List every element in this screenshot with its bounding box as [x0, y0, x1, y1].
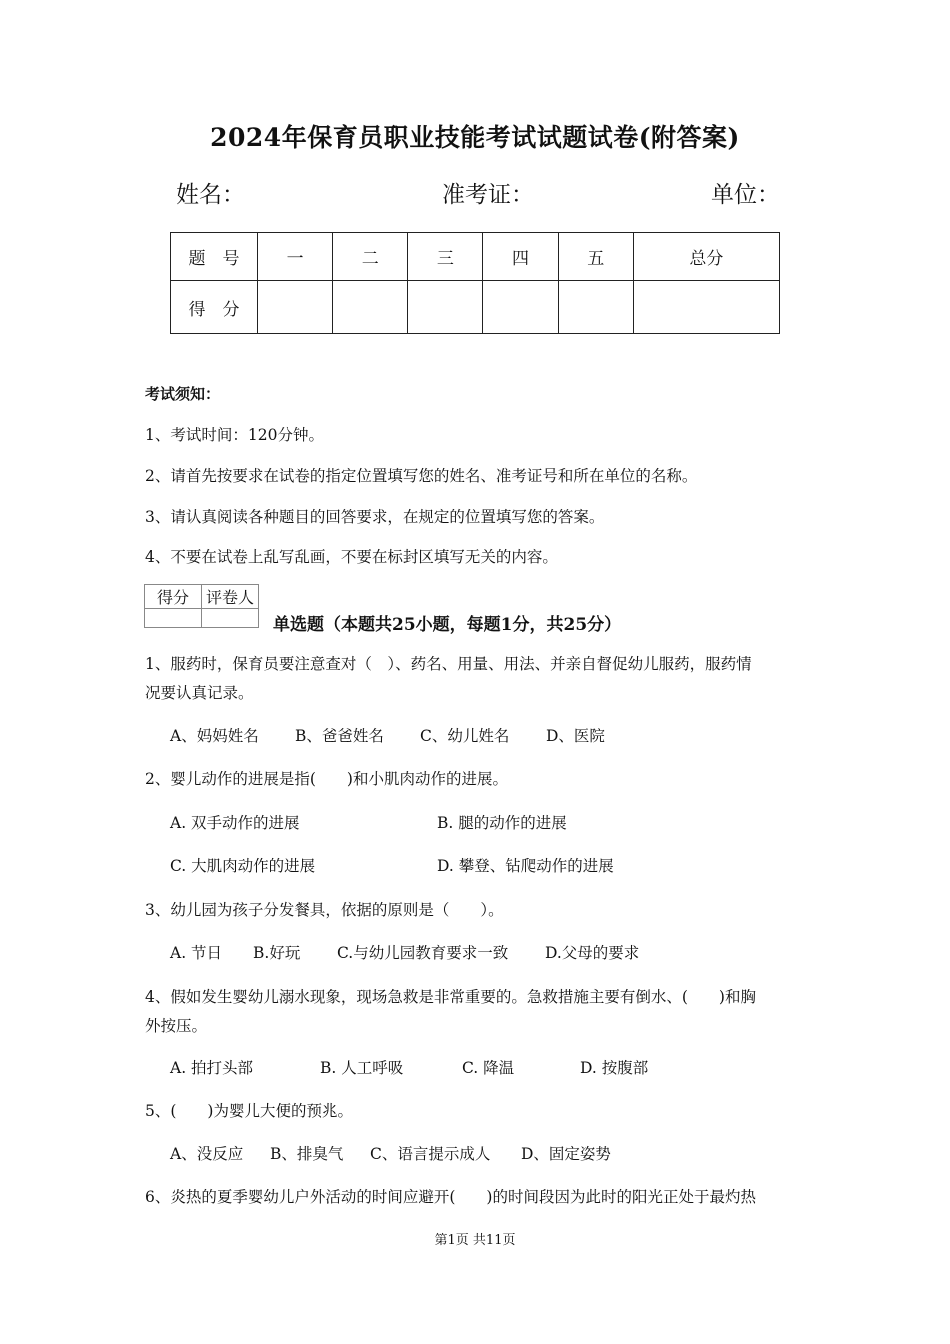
question-6-stem: 6、炎热的夏季婴幼儿户外活动的时间应避开( )的时间段因为此时的阳光正处于最灼热 [145, 1188, 756, 1206]
page-title: 2024年保育员职业技能考试试题试卷(附答案) [210, 123, 740, 152]
score-table-header-row [171, 233, 780, 281]
question-5-stem: 5、( )为婴儿大便的预兆。 [145, 1102, 353, 1120]
name-label: 姓名： [176, 182, 245, 208]
question-1-stem-line-2: 况要认真记录。 [145, 684, 254, 702]
notice-item: 2、请首先按要求在试卷的指定位置填写您的姓名、准考证号和所在单位的名称。 [145, 467, 698, 485]
question-3-option-b[interactable]: B.好玩 [253, 944, 301, 962]
score-cell[interactable] [333, 281, 408, 334]
question-3-option-d[interactable]: D.父母的要求 [545, 944, 640, 962]
unit-label: 单位： [711, 182, 780, 208]
question-2-option-d[interactable]: D. 攀登、钻爬动作的进展 [437, 857, 614, 875]
score-table-header-label: 题 号 [171, 233, 258, 281]
notice-title: 考试须知： [145, 385, 221, 403]
question-3-option-a[interactable]: A. 节日 [170, 944, 223, 962]
question-4-option-c[interactable]: C. 降温 [462, 1059, 515, 1077]
question-5-option-b[interactable]: B、排臭气 [270, 1145, 344, 1163]
score-table-col-3: 三 [408, 233, 483, 281]
question-1-option-d[interactable]: D、医院 [546, 727, 605, 745]
grader-reviewer-cell[interactable] [202, 609, 259, 628]
score-cell[interactable] [483, 281, 558, 334]
grader-header-row [145, 585, 259, 609]
question-5-option-d[interactable]: D、固定姿势 [521, 1145, 611, 1163]
grader-score-cell[interactable] [145, 609, 202, 628]
score-table [170, 232, 780, 334]
question-1-option-a[interactable]: A、妈妈姓名 [170, 727, 259, 745]
question-4-option-b[interactable]: B. 人工呼吸 [320, 1059, 404, 1077]
notice-item: 3、请认真阅读各种题目的回答要求，在规定的位置填写您的答案。 [145, 508, 605, 526]
score-table-col-4: 四 [483, 233, 558, 281]
question-5-option-a[interactable]: A、没反应 [170, 1145, 244, 1163]
page-footer: 第1页 共11页 [434, 1233, 516, 1248]
grader-box [144, 584, 259, 628]
question-4-stem-line-1: 4、假如发生婴幼儿溺水现象，现场急救是非常重要的。急救措施主要有倒水、( )和胸 [145, 988, 756, 1006]
question-1-stem-line-1: 1、服药时，保育员要注意查对（ ）、药名、用量、用法、并亲自督促幼儿服药，服药情 [145, 655, 752, 673]
question-2-option-b[interactable]: B. 腿的动作的进展 [437, 814, 567, 832]
score-table-col-5: 五 [558, 233, 633, 281]
question-1-option-b[interactable]: B、爸爸姓名 [295, 727, 384, 745]
score-cell-total[interactable] [633, 281, 779, 334]
score-table-score-row [171, 281, 780, 334]
question-5-option-c[interactable]: C、语言提示成人 [370, 1145, 491, 1163]
question-2-stem: 2、婴儿动作的进展是指( )和小肌肉动作的进展。 [145, 770, 508, 788]
question-2-option-c[interactable]: C. 大肌肉动作的进展 [170, 857, 316, 875]
notice-item: 4、不要在试卷上乱写乱画，不要在标封区填写无关的内容。 [145, 548, 558, 566]
grader-score-label: 得分 [145, 585, 202, 609]
score-table-row-label: 得 分 [171, 281, 258, 334]
question-4-stem-line-2: 外按压。 [145, 1017, 208, 1035]
question-3-option-c[interactable]: C.与幼儿园教育要求一致 [337, 944, 509, 962]
question-2-option-a[interactable]: A. 双手动作的进展 [170, 814, 300, 832]
question-4-option-d[interactable]: D. 按腹部 [580, 1059, 649, 1077]
score-cell[interactable] [558, 281, 633, 334]
score-table-col-total: 总分 [633, 233, 779, 281]
section-title: 单选题（本题共25小题，每题1分，共25分） [273, 615, 622, 635]
question-1-option-c[interactable]: C、幼儿姓名 [420, 727, 510, 745]
notice-item: 1、考试时间：120分钟。 [145, 426, 324, 444]
question-3-stem: 3、幼儿园为孩子分发餐具，依据的原则是（ ）。 [145, 901, 504, 919]
score-cell[interactable] [408, 281, 483, 334]
score-table-col-1: 一 [258, 233, 333, 281]
score-cell[interactable] [258, 281, 333, 334]
grader-reviewer-label: 评卷人 [202, 585, 259, 609]
score-table-col-2: 二 [333, 233, 408, 281]
grader-input-row [145, 609, 259, 628]
question-4-option-a[interactable]: A. 拍打头部 [170, 1059, 254, 1077]
exam-id-label: 准考证： [442, 182, 534, 208]
